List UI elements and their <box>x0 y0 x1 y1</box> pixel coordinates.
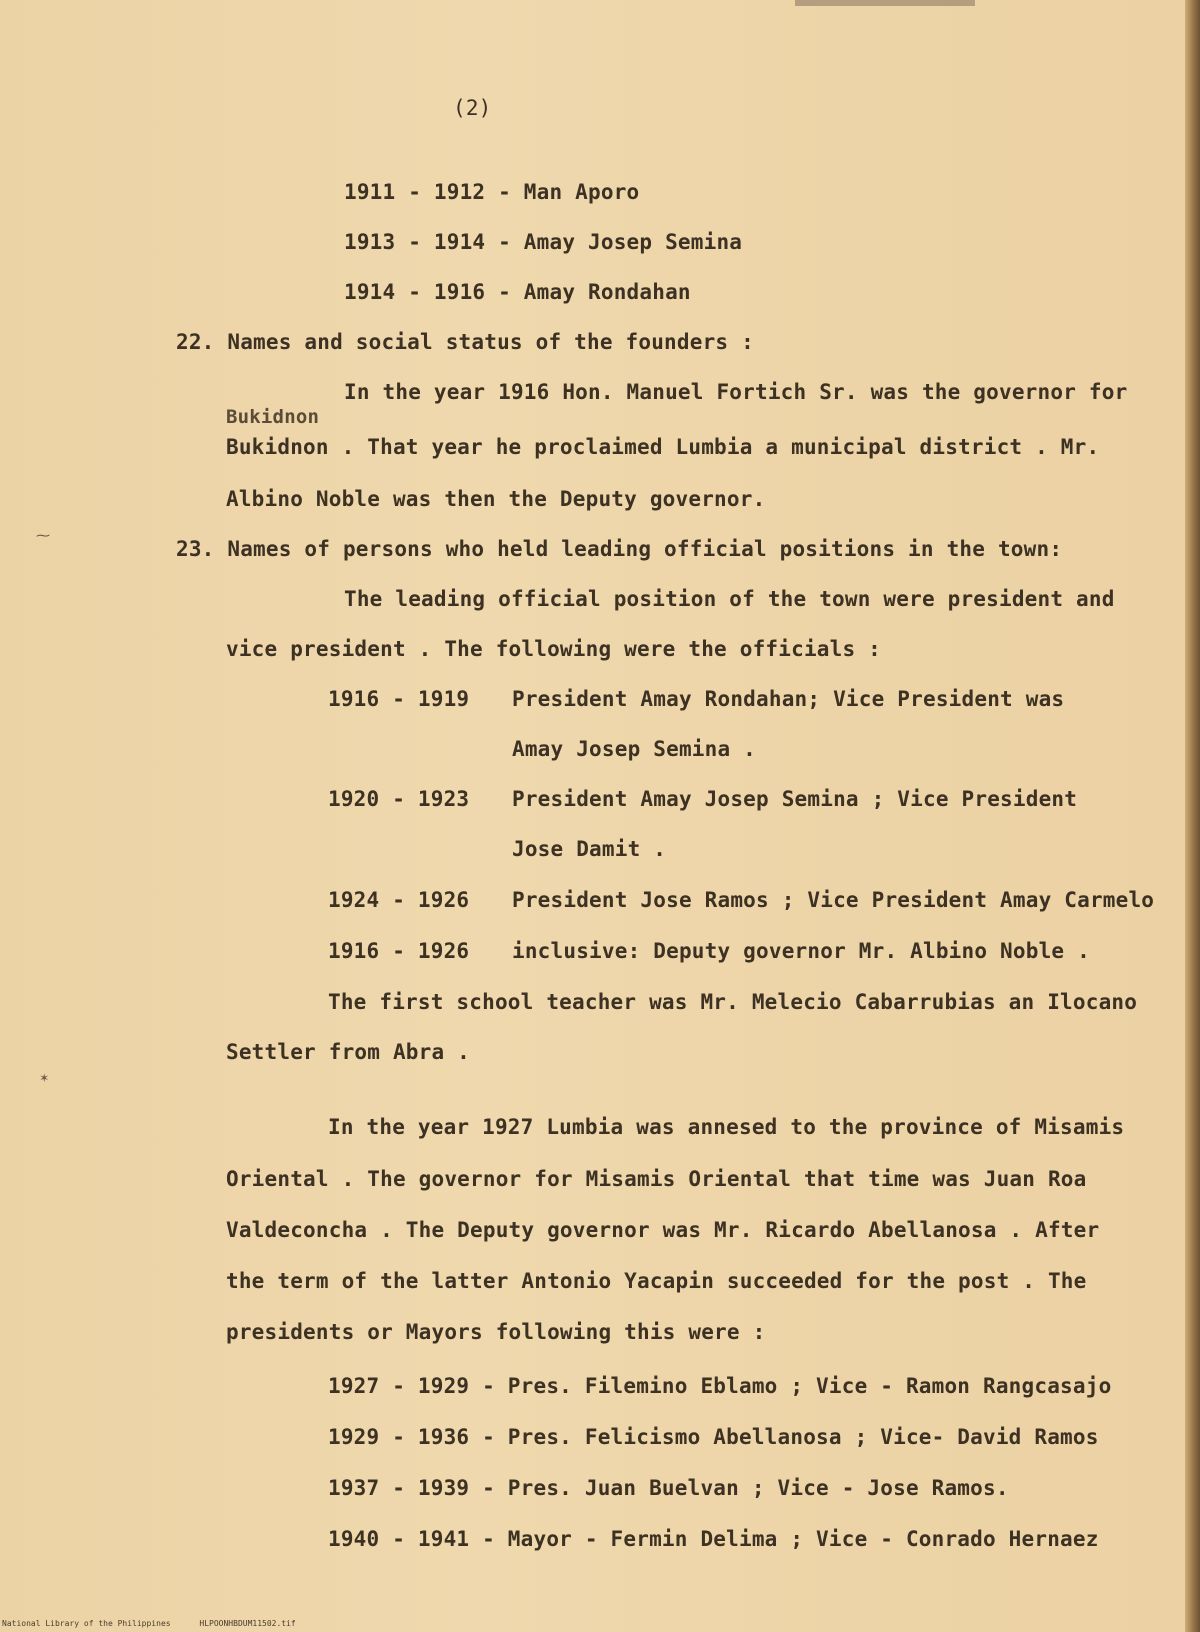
teacher-line-2: Settler from Abra . <box>226 1040 471 1064</box>
list-1914: 1914 - 1916 - Amay Rondahan <box>344 280 691 304</box>
mayor-1937: 1937 - 1939 - Pres. Juan Buelvan ; Vice - Jose Ramos. <box>328 1476 1009 1500</box>
official-deputy-names: inclusive: Deputy governor Mr. Albino Noble . <box>512 939 1090 963</box>
list-1911: 1911 - 1912 - Man Aporo <box>344 180 640 204</box>
official-1916-names-cont: Amay Josep Semina . <box>512 737 757 761</box>
official-1920-names-cont: Jose Damit . <box>512 837 667 861</box>
annex-line-1: In the year 1927 Lumbia was annesed to the province of Misamis <box>328 1115 1125 1139</box>
footer-library: National Library of the Philippines <box>2 1619 171 1628</box>
annex-line-2: Oriental . The governor for Misamis Oriental that time was Juan Roa <box>226 1167 1087 1191</box>
official-1916-names: President Amay Rondahan; Vice President was <box>512 687 1065 711</box>
teacher-line-1: The first school teacher was Mr. Melecio Cabarrubias an Ilocano <box>328 990 1138 1014</box>
official-1920-years: 1920 - 1923 <box>328 787 470 811</box>
page-number: (2) <box>453 96 492 120</box>
page-edge <box>1185 0 1200 1632</box>
mayor-1927: 1927 - 1929 - Pres. Filemino Eblamo ; Vice - Ramon Rangcasajo <box>328 1374 1112 1398</box>
annex-line-4: the term of the latter Antonio Yacapin succeeded for the post . The <box>226 1269 1087 1293</box>
para-22-line-3: Albino Noble was then the Deputy governor. <box>226 487 766 511</box>
official-1916-years: 1916 - 1919 <box>328 687 470 711</box>
para-23-line-2: vice president . The following were the officials : <box>226 637 881 661</box>
official-1924-names: President Jose Ramos ; Vice President Amay Carmelo <box>512 888 1155 912</box>
para-23-line-1: The leading official position of the town were president and <box>344 587 1115 611</box>
official-deputy-years: 1916 - 1926 <box>328 939 470 963</box>
annex-line-5: presidents or Mayors following this were : <box>226 1320 766 1344</box>
official-1924-years: 1924 - 1926 <box>328 888 470 912</box>
mayor-1929: 1929 - 1936 - Pres. Felicismo Abellanosa ; Vice- David Ramos <box>328 1425 1099 1449</box>
item-22-heading: 22. Names and social status of the founders : <box>176 330 754 354</box>
footer-file-id: HLPOONHBDUM11502.tif <box>199 1619 296 1628</box>
annex-line-3: Valdeconcha . The Deputy governor was Mr. Ricardo Abellanosa . After <box>226 1218 1100 1242</box>
para-22-line-2: Bukidnon . That year he proclaimed Lumbia a municipal district . Mr. <box>226 435 1100 459</box>
item-23-heading: 23. Names of persons who held leading official positions in the town: <box>176 537 1063 561</box>
official-1920-names: President Amay Josep Semina ; Vice President <box>512 787 1078 811</box>
scan-footer <box>2 1619 320 1628</box>
para-22-line-1b: Bukidnon <box>226 406 320 428</box>
margin-star-icon: ✶ <box>40 1070 49 1086</box>
para-22-line-1: In the year 1916 Hon. Manuel Fortich Sr. was the governor for <box>344 380 1128 404</box>
mayor-1940: 1940 - 1941 - Mayor - Fermin Delima ; Vice - Conrado Hernaez <box>328 1527 1099 1551</box>
top-stain <box>795 0 975 6</box>
list-1913: 1913 - 1914 - Amay Josep Semina <box>344 230 743 254</box>
margin-mark-icon: ⁓ <box>36 528 50 544</box>
